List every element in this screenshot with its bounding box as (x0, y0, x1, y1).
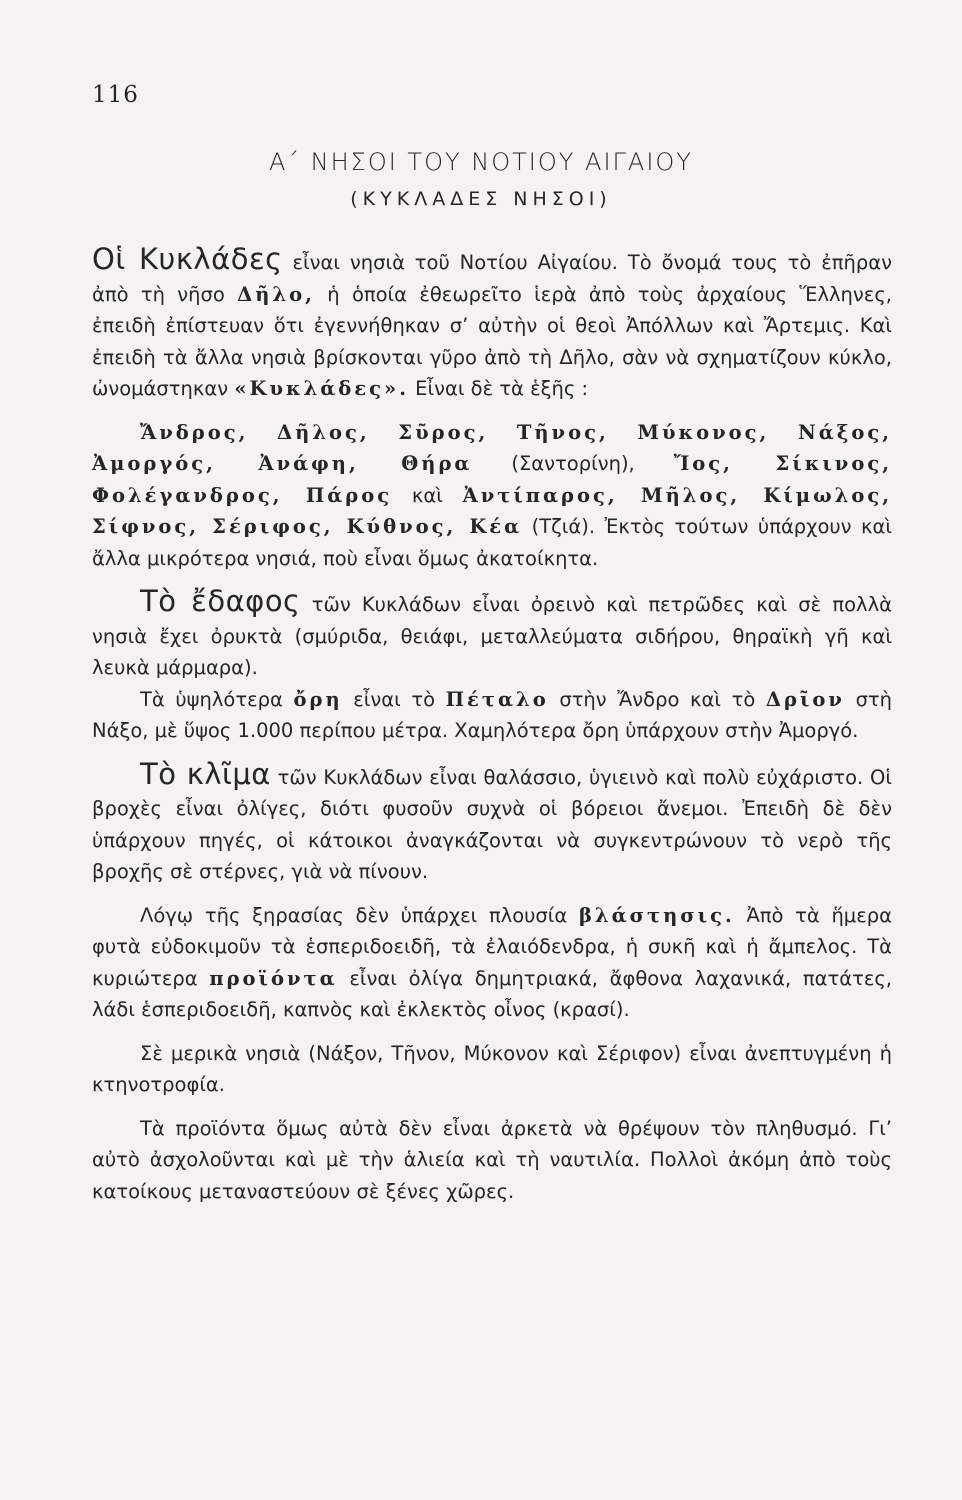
text-run: Ἀπὸ τὰ ἥμερα φυτὰ εὐδοκιμοῦν τὰ ἑσπεριδοειδῆ, τὰ ἐλαιόδενδρα, ἡ συκῆ καὶ ἡ ἄμπελος. Τὰ κυριώτερα (92, 903, 892, 990)
term-ori: ὄρη (293, 687, 343, 711)
term-vlastisis: βλάστησις. (578, 903, 735, 927)
text-run: στὴν Ἄνδρο καὶ τὸ (548, 687, 766, 711)
paragraph-population: Τὰ προϊόντα ὅμως αὐτὰ δὲν εἶναι ἀρκετὰ νὰ θρέψουν τὸν πληθυσμό. Γι’ αὐτὸ ἀσχολοῦνται καὶ μὲ τὴν ἁλιεία καὶ τὴ ναυτιλία. Πολλοὶ ἀκόμη ἀπὸ τοὺς κατοίκους μεταναστεύουν σὲ ξένες χῶρες. (92, 1116, 892, 1203)
lead-term-terrain: Τὸ ἔδαφος (140, 584, 301, 618)
lead-term-kyklades: Οἱ Κυκλάδες (92, 242, 283, 276)
term-delos: Δῆλο, (237, 282, 315, 306)
text-run: στὴ Νάξο, μὲ ὕψος 1.000 περίπου μέτρα. Χαμηλότερα ὄρη ὑπάρχουν στὴν Ἀμοργό. (92, 687, 893, 742)
paragraph-vegetation (92, 900, 892, 1026)
paragraph-terrain (92, 586, 892, 684)
term-kyklades: «Κυκλάδες». (234, 377, 409, 400)
body-text (92, 244, 892, 1207)
paragraph-islands (92, 417, 892, 575)
islands-list-c: Ἀντίπαρος, Μῆλος, Κίμωλος, Σίφνος, Σέριφος, Κύθνος, Κέα (92, 483, 892, 538)
text-run: ἡ ὁποία ἐθεωρεῖτο ἱερὰ ἀπὸ τοὺς ἀρχαίους Ἕλληνες, ἐπειδὴ ἐπίστευαν ὅτι ἐγεννήθηκαν σ’ αὐτὴν οἱ θεοὶ Ἀπόλλων καὶ Ἄρτεμις. Καὶ ἐπειδὴ τὰ ἄλλα νησιὰ βρίσκονται γῦρο ἀπὸ τὴ Δῆλο, σὰν νὰ σχηματίζουν κύκλο, ὠνομάστηκαν (92, 282, 892, 400)
text-run: καὶ (392, 483, 463, 507)
text-run: Εἶναι δὲ τὰ ἑξῆς : (408, 377, 589, 400)
term-petalo: Πέταλο (445, 687, 549, 711)
paragraph-kyklades (92, 244, 892, 405)
term-proionta: προϊόντα (209, 966, 338, 990)
text-run: τῶν Κυκλάδων εἶναι θαλάσσιο, ὑγιεινὸ καὶ πολὺ εὐχάριστο. Οἱ βροχὲς εἶναι ὀλίγες, διότι φυσοῦν συχνὰ οἱ βόρειοι ἄνεμοι. Ἐπειδὴ δὲ δὲν ὑπάρχουν πηγές, οἱ κάτοικοι ἀναγκάζονται νὰ συγκεντρώνουν τὸ νερὸ τῆς βροχῆς σὲ στέρνες, γιὰ νὰ πίνουν. (92, 765, 892, 883)
paragraph-mountains (92, 684, 892, 747)
chapter-subtitle: (ΚΥΚΛΑΔΕΣ ΝΗΣΟΙ) (350, 188, 612, 210)
text-run: (Σαντορίνη), (472, 452, 674, 475)
text-run: εἶναι ὀλίγα δημητριακά, ἄφθονα λαχανικά, πατάτες, λάδι ἑσπεριδοειδῆ, καπνὸς καὶ ἐκλεκτὸς οἶνος (κρασί). (92, 966, 893, 1021)
text-run: τῶν Κυκλάδων εἶναι ὀρεινὸ καὶ πετρῶδες καὶ σὲ πολλὰ νησιὰ ἔχει ὀρυκτὰ (σμύριδα, θειάφι, μεταλλεύματα σιδήρου, θηραϊκὴ γῆ καὶ λευκὰ μάρμαρα). (92, 593, 892, 679)
text-run: (Τζιά). Ἐκτὸς τούτων ὑπάρχουν καὶ ἄλλα μικρότερα νησιά, ποὺ εἶναι ὅμως ἀκατοίκητα. (92, 515, 892, 570)
chapter-title: Α΄ ΝΗΣΟΙ ΤΟΥ ΝΟΤΙΟΥ ΑΙΓΑΙΟΥ (269, 148, 693, 176)
text-run: Τὰ ὑψηλότερα (140, 687, 294, 711)
term-drion: Δρῖον (765, 687, 845, 711)
text-run: εἶναι τὸ (342, 687, 446, 711)
islands-list-a: Ἄνδρος, Δῆλος, Σῦρος, Τῆνος, Μύκονος, Νάξος, Ἀμοργός, Ἀνάφη, Θήρα (92, 420, 892, 475)
lead-term-climate: Τὸ κλῖμα (140, 756, 271, 791)
text-run: Λόγῳ τῆς ξηρασίας δὲν ὑπάρχει πλουσία (140, 903, 579, 927)
paragraph-livestock: Σὲ μερικὰ νησιὰ (Νάξον, Τῆνον, Μύκονον καὶ Σέριφον) εἶναι ἀνεπτυγμένη ἡ κτηνοτροφία. (92, 1041, 892, 1096)
islands-list-b: Ἴος, Σίκινος, Φολέγανδρος, Πάρος (92, 452, 892, 507)
paragraph-climate (92, 756, 892, 888)
page-number: 116 (92, 82, 139, 108)
text-run: εἶναι νησιὰ τοῦ Νοτίου Αἰγαίου. Τὸ ὄνομά τους τὸ ἐπῆραν ἀπὸ τὴ νῆσο (92, 251, 892, 306)
